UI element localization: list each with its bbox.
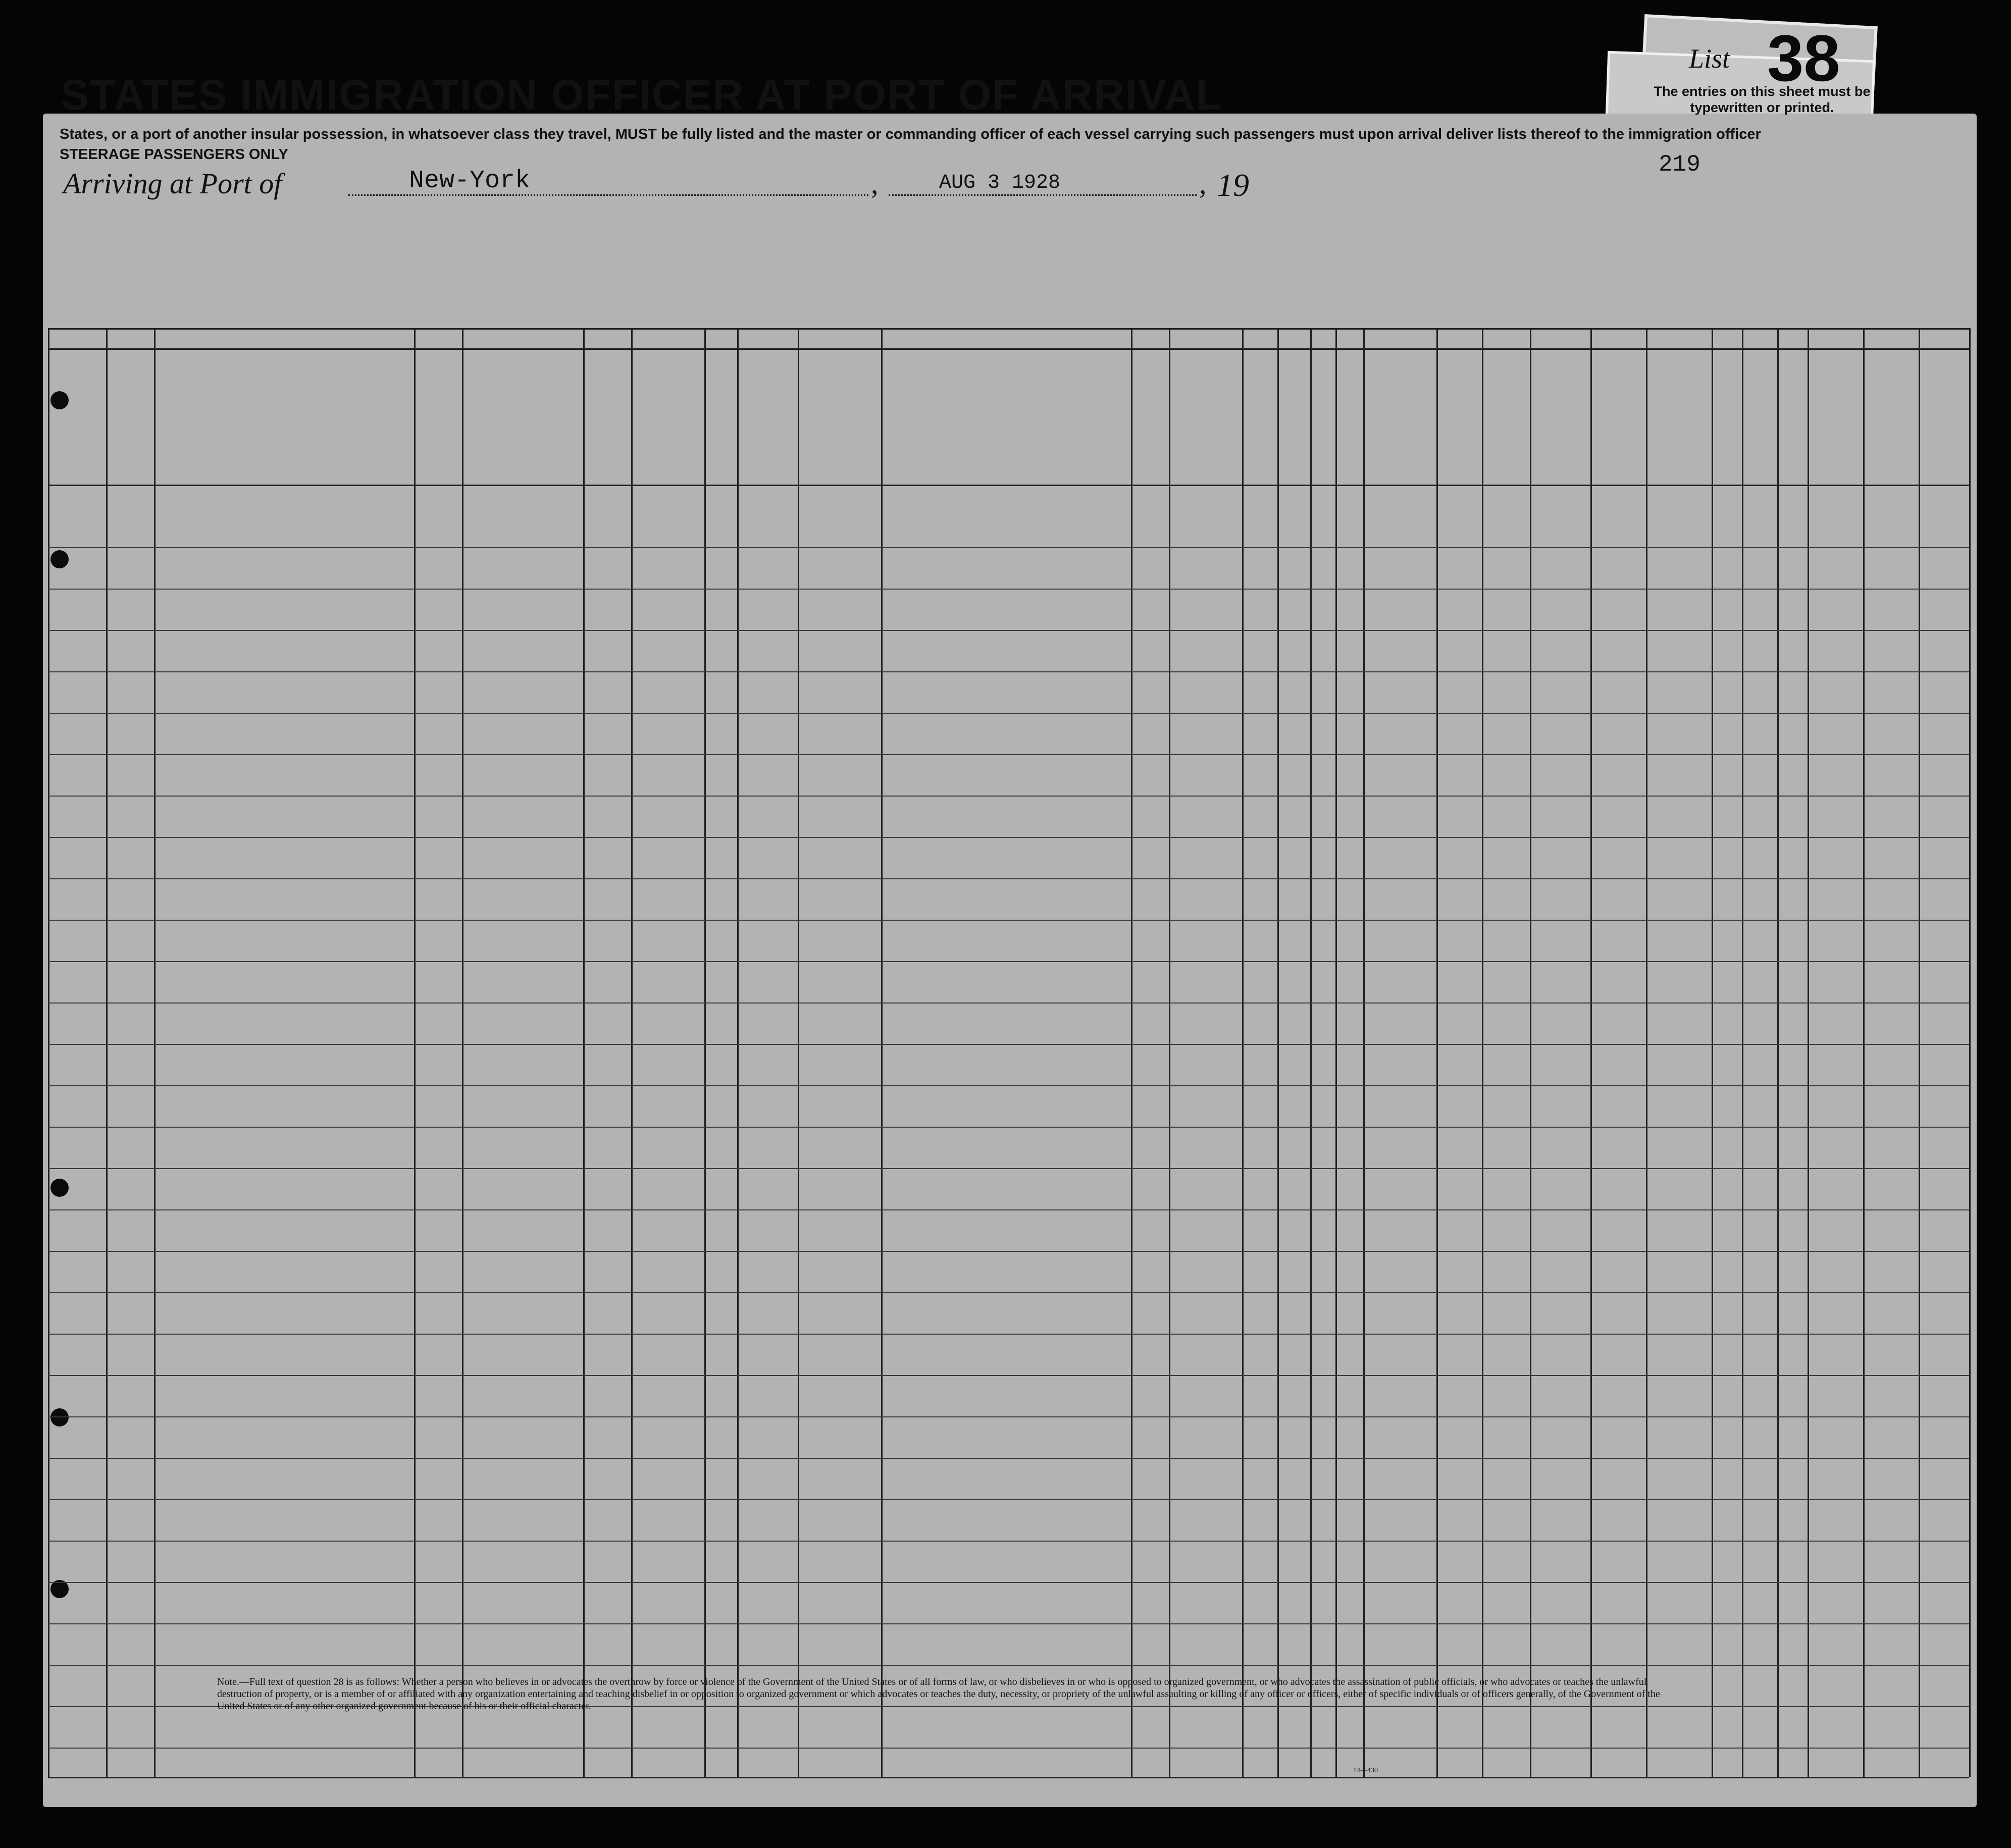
column-rule	[881, 328, 883, 1777]
column-header	[588, 353, 629, 480]
row-rule	[48, 1002, 1969, 1004]
column-header	[1313, 353, 1333, 480]
row-rule	[48, 1334, 1969, 1335]
column-header	[1368, 353, 1431, 480]
column-rule	[1808, 328, 1809, 1777]
page-title: STATES IMMIGRATION OFFICER AT PORT OF ARRIVAL	[61, 71, 1223, 119]
row-rule	[48, 1085, 1969, 1086]
binder-hole	[50, 1179, 69, 1197]
column-rule	[1646, 328, 1647, 1777]
column-rule	[106, 328, 108, 1777]
column-header	[707, 353, 735, 480]
column-rule	[737, 328, 739, 1777]
form-number: 14—430	[1353, 1767, 1378, 1774]
row-rule	[48, 754, 1969, 755]
date-dotted-line	[889, 194, 1197, 196]
row-rule	[48, 1541, 1969, 1542]
column-rule	[462, 328, 463, 1777]
row-rule	[48, 1748, 1969, 1749]
sheet-number: 219	[1659, 151, 1700, 178]
comma: ,	[1199, 167, 1207, 200]
column-rule	[1742, 328, 1743, 1777]
row-rule	[48, 1292, 1969, 1293]
row-rule	[48, 1127, 1969, 1128]
port-value: New-York	[409, 167, 531, 195]
row-rule	[48, 1209, 1969, 1210]
row-rule	[48, 878, 1969, 879]
column-rule	[1242, 328, 1244, 1777]
year-prefix: 19	[1217, 167, 1249, 203]
column-rule	[1169, 328, 1170, 1777]
column-rule	[1436, 328, 1438, 1777]
column-rule	[1777, 328, 1779, 1777]
list-number: 38	[1767, 21, 1840, 95]
column-header	[1487, 353, 1527, 480]
row-rule	[48, 961, 1969, 962]
row-rule	[48, 589, 1969, 590]
row-rule	[48, 1044, 1969, 1045]
comma: ,	[871, 167, 879, 200]
row-rule	[48, 1375, 1969, 1376]
row-rule	[48, 837, 1969, 838]
column-rule	[48, 328, 49, 1777]
column-rule	[1335, 328, 1337, 1777]
column-header	[1179, 353, 1234, 480]
column-rule	[1310, 328, 1312, 1777]
row-rule	[48, 713, 1969, 714]
binder-hole	[50, 391, 69, 409]
column-header	[1441, 353, 1479, 480]
column-rule	[1530, 328, 1531, 1777]
row-rule	[48, 1168, 1969, 1169]
binder-hole	[50, 1408, 69, 1427]
column-rule	[1482, 328, 1483, 1777]
list-note: The entries on this sheet must be typewritten or printed.	[1654, 84, 1871, 115]
row-rule	[48, 796, 1969, 797]
page-subtitle: States, or a port of another insular possession, in whatsoever class they travel, MUST be fully listed and the master or commanding officer of each vessel carrying such passengers must upon arrival deliver lists thereof to the immigration officer	[60, 126, 1761, 142]
arriving-label: Arriving at Port of	[63, 167, 282, 200]
date-stamp: AUG 3 1928	[939, 172, 1061, 194]
header-bottom-rule	[48, 485, 1969, 486]
row-rule	[48, 1458, 1969, 1459]
steerage-label: STEERAGE PASSENGERS ONLY	[60, 146, 288, 163]
table-bottom-rule	[48, 1777, 1969, 1778]
row-rule	[48, 1251, 1969, 1252]
manifest-sheet	[43, 114, 1977, 1807]
row-rule	[48, 920, 1969, 921]
row-rule	[48, 1416, 1969, 1417]
column-rule	[1363, 328, 1365, 1777]
column-rule	[154, 328, 156, 1777]
column-header	[1136, 353, 1176, 480]
row-rule	[48, 547, 1969, 548]
row-rule	[48, 1665, 1969, 1666]
header-rule	[48, 328, 1969, 330]
row-rule	[48, 1499, 1969, 1500]
column-rule	[1712, 328, 1713, 1777]
row-rule	[48, 1623, 1969, 1624]
column-rule	[414, 328, 416, 1777]
column-rule	[631, 328, 633, 1777]
binder-hole	[50, 550, 69, 568]
column-rule	[704, 328, 706, 1777]
column-header	[1245, 353, 1275, 480]
column-rule	[1590, 328, 1592, 1777]
list-label: List	[1689, 43, 1730, 74]
row-rule	[48, 671, 1969, 672]
column-rule	[1919, 328, 1920, 1777]
column-rule	[1131, 328, 1132, 1777]
column-number-rule	[48, 348, 1969, 350]
column-rule	[1969, 328, 1971, 1777]
column-rule	[1277, 328, 1279, 1777]
footnote: Note.—Full text of question 28 is as follows: Whether a person who believes in or advocates the overthrow by force or violence of the Government of the United States or of all forms of law, or who disbelieves in or who is opposed to organized government, or who advocates the assassination of public officials, or who advocates or teaches the unlawful destruction of property, or is a member of or affiliated with any organization entertaining and teaching disbelief in or opposition to organized government or which advocates or teaches the duty, necessity, or propriety of the unlawful assaulting or killing of any officer or officers, either of specific individuals or of officers generally, of the Government of the United States or of any other organized government because of his or their official character.	[217, 1676, 1660, 1712]
column-header	[1338, 353, 1361, 480]
column-rule	[798, 328, 799, 1777]
row-rule	[48, 630, 1969, 631]
column-header	[1280, 353, 1308, 480]
column-rule	[583, 328, 585, 1777]
column-rule	[1863, 328, 1865, 1777]
row-rule	[48, 1582, 1969, 1583]
